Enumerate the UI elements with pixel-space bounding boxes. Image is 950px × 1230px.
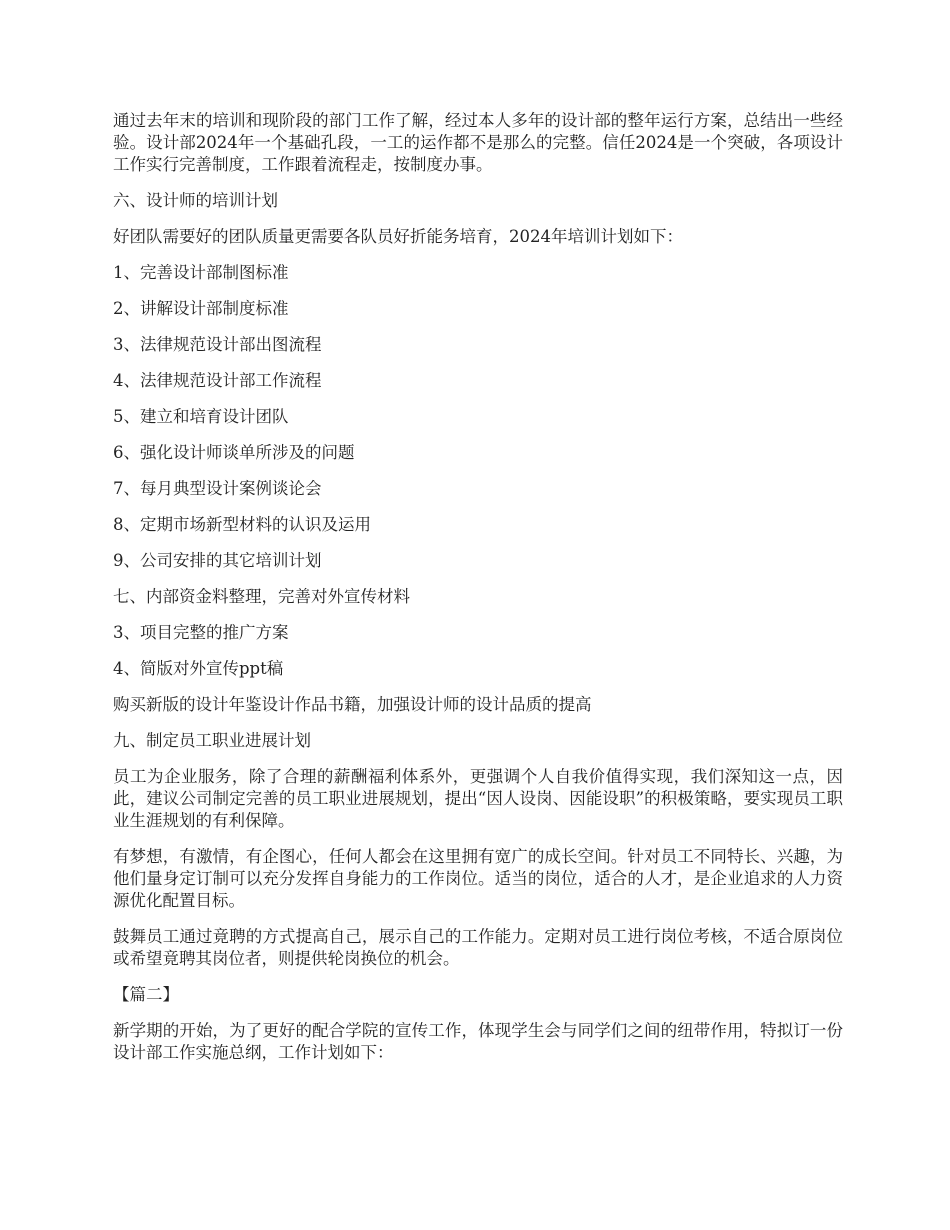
- paragraph-part-2-intro: 新学期的开始，为了更好的配合学院的宣传工作，体现学生会与同学们之间的纽带作用，特拟订一份设计部工作实施总纲，工作计划如下：: [113, 1021, 843, 1062]
- list-item: 1、完善设计部制图标准: [113, 263, 289, 282]
- list-item: 6、强化设计师谈单所涉及的问题: [113, 443, 355, 462]
- heading-section-9: 九、制定员工职业进展计划: [113, 731, 311, 750]
- list-item: 4、法律规范设计部工作流程: [113, 371, 322, 390]
- list-item: 9、公司安排的其它培训计划: [113, 551, 322, 570]
- list-item: 4、简版对外宣传ppt稿: [113, 659, 284, 678]
- list-item: 5、建立和培育设计团队: [113, 407, 289, 426]
- heading-section-6: 六、设计师的培训计划: [113, 191, 278, 210]
- list-item: 3、法律规范设计部出图流程: [113, 335, 322, 354]
- paragraph-intro: 通过去年末的培训和现阶段的部门工作了解，经过本人多年的设计部的整年运行方案，总结出一些经验。设计部2024年一个基础孔段，一工的运作都不是那么的完整。信任2024是一个突破，各项设计工作实行完善制度，工作跟着流程走，按制度办事。: [113, 111, 843, 174]
- heading-section-7: 七、内部资金料整理，完善对外宣传材料: [113, 587, 410, 606]
- list-item: 3、项目完整的推广方案: [113, 623, 289, 642]
- document-body: [113, 110, 843, 1078]
- list-item: 8、定期市场新型材料的认识及运用: [113, 515, 371, 534]
- heading-part-2: 【篇二】: [113, 985, 179, 1004]
- paragraph-training-intro: 好团队需要好的团队质量更需要各队员好折能务培育，2024年培训计划如下：: [113, 227, 683, 246]
- paragraph-career-2: 有梦想，有激情，有企图心，任何人都会在这里拥有宽广的成长空间。针对员工不同特长、兴趣，为他们量身定订制可以充分发挥自身能力的工作岗位。适当的岗位，适合的人才，是企业追求的人力资源优化配置目标。: [113, 847, 843, 910]
- list-item: 7、每月典型设计案例谈论会: [113, 479, 322, 498]
- paragraph-career-3: 鼓舞员工通过竟聘的方式提高自己，展示自己的工作能力。定期对员工进行岗位考核，不适合原岗位或希望竟聘其岗位者，则提供轮岗换位的机会。: [113, 927, 843, 968]
- list-item: 2、讲解设计部制度标准: [113, 299, 289, 318]
- paragraph-career-1: 员工为企业服务，除了合理的薪酬福利体系外，更强调个人自我价值得实现，我们深知这一点，因此，建议公司制定完善的员工职业进展规划，提出“因人设岗、因能设职”的积极策略，要实现员工职业生涯规划的有利保障。: [113, 767, 843, 830]
- paragraph-books: 购买新版的设计年鉴设计作品书籍，加强设计师的设计品质的提高: [113, 695, 592, 714]
